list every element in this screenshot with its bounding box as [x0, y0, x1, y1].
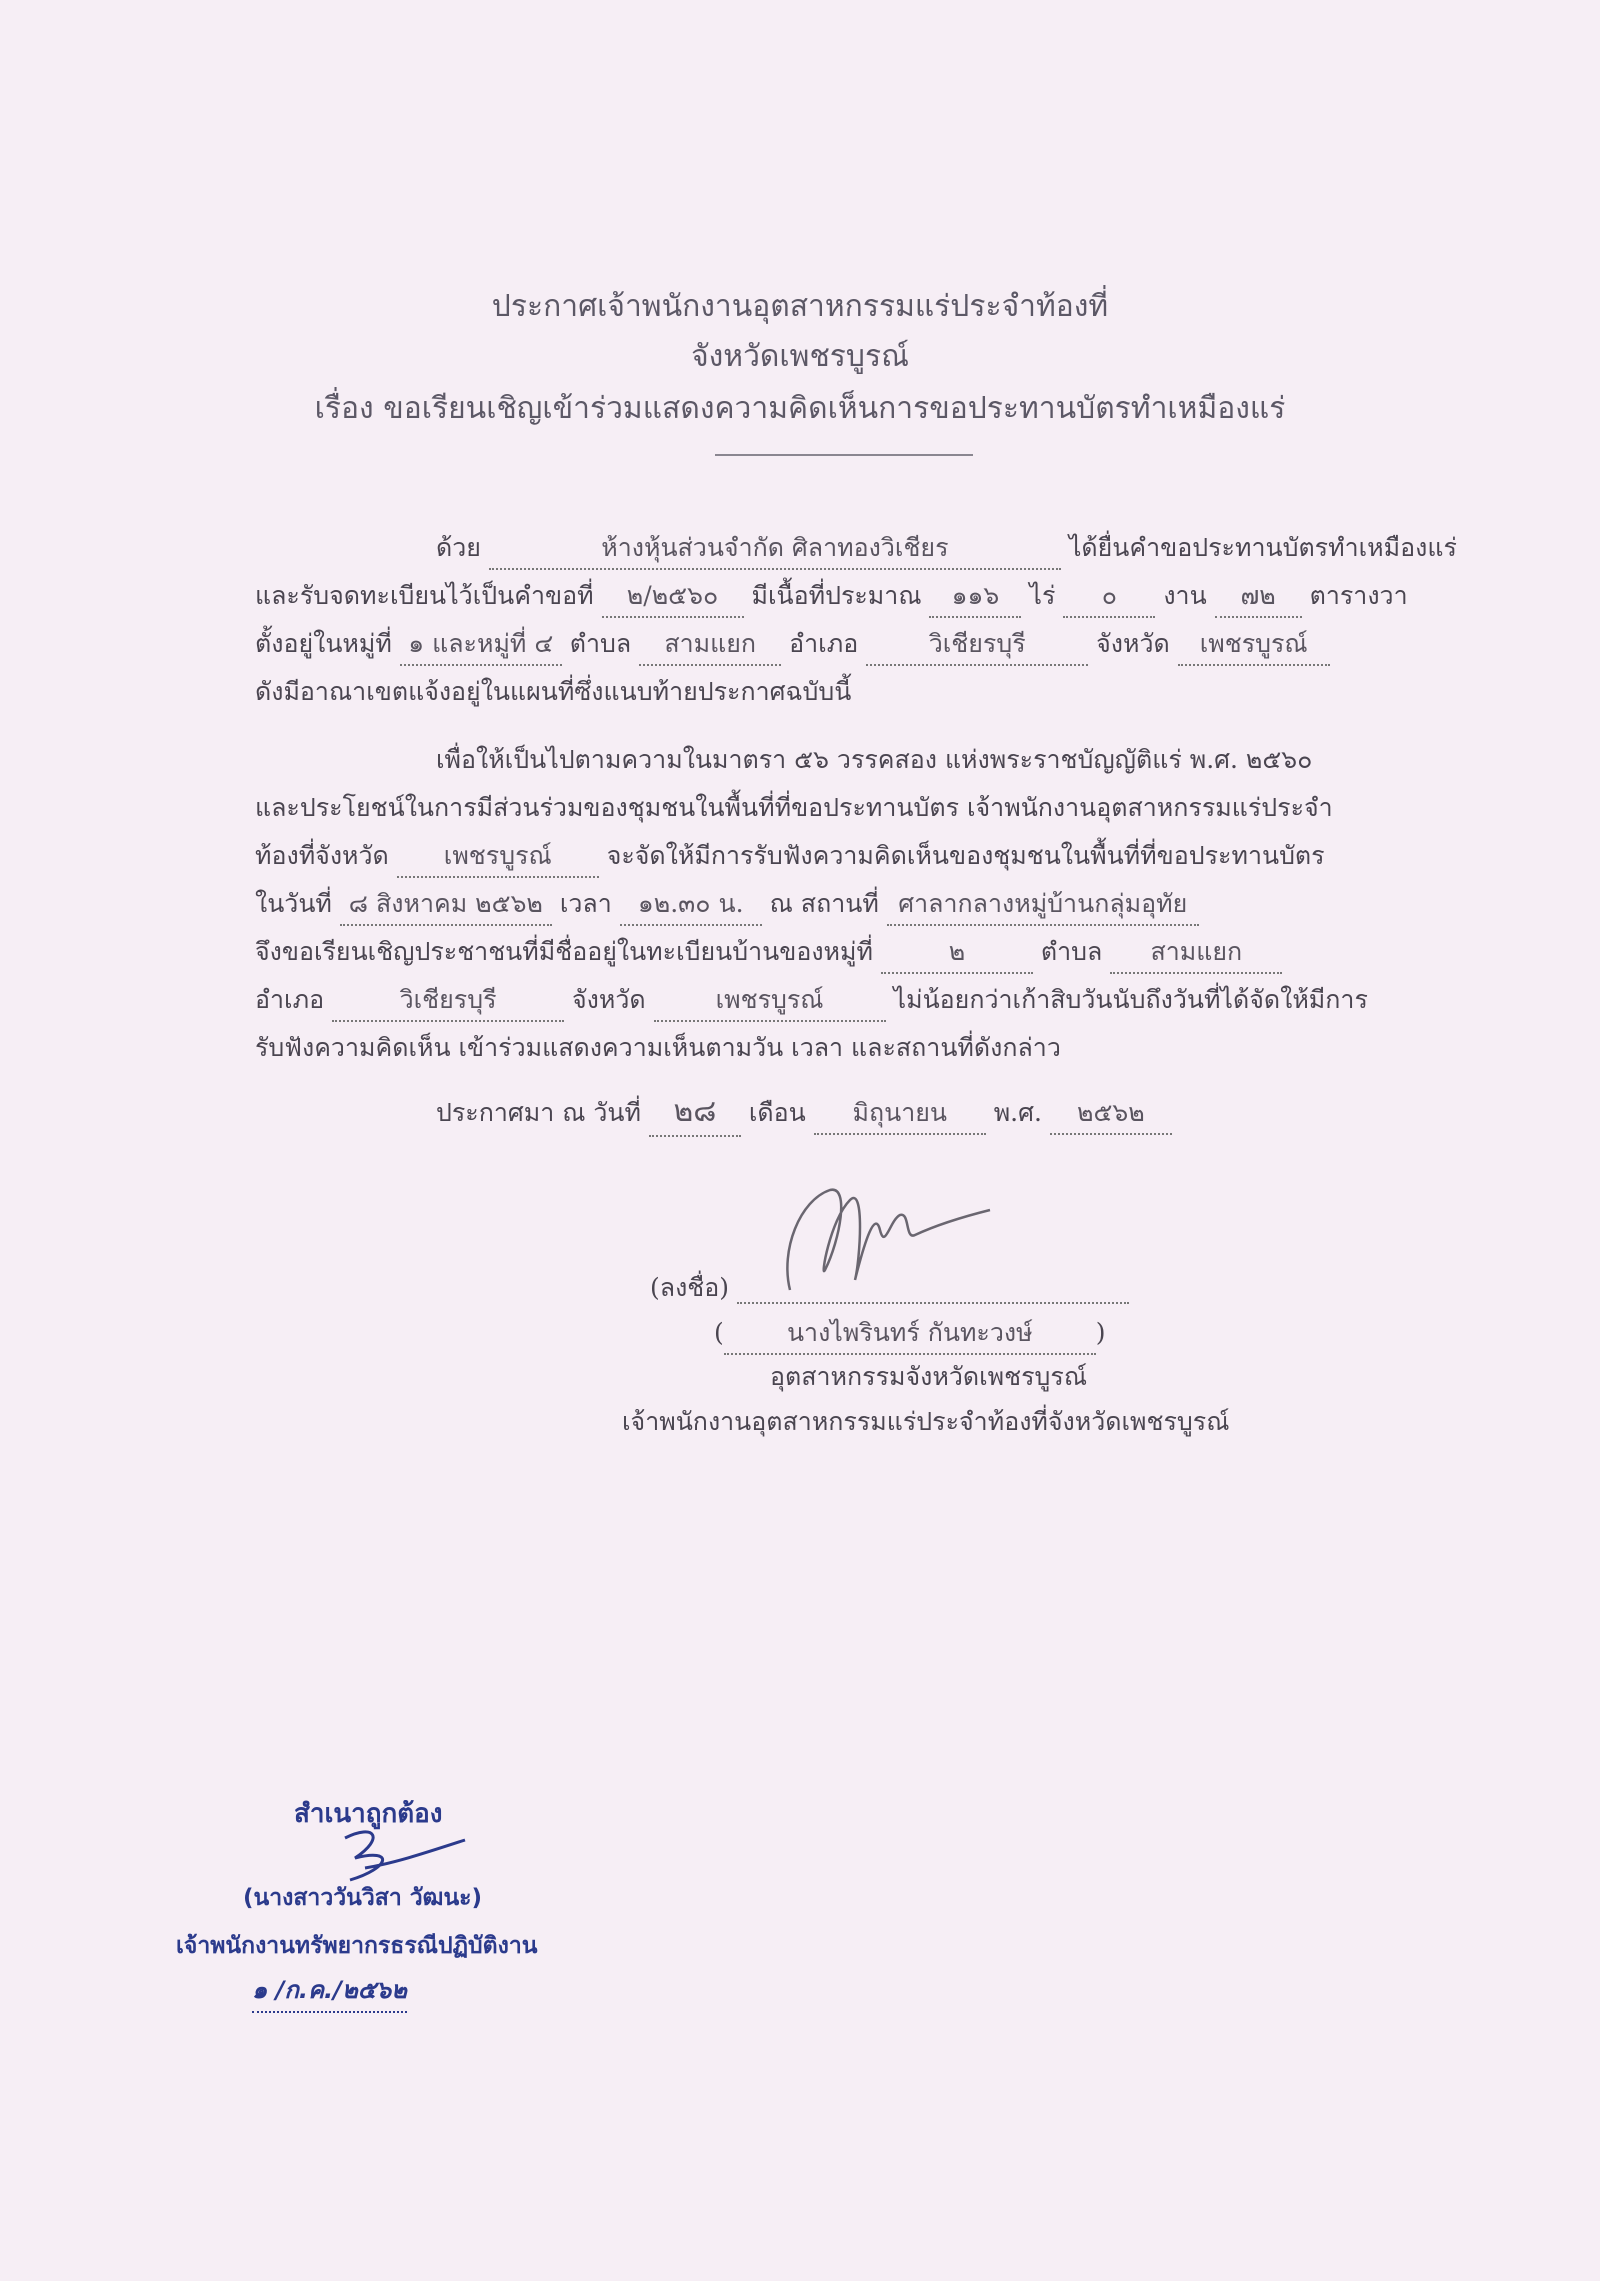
signer-name-line: ( นางไพรินทร์ กันทะวงษ์ ) — [714, 1313, 1106, 1355]
announce-day-field: ๒๘ — [649, 1088, 741, 1137]
hearing-date-field: ๘ สิงหาคม ๒๕๖๒ — [340, 884, 552, 926]
signer-title: อุตสาหกรรมจังหวัดเพชรบูรณ์ — [770, 1362, 1088, 1391]
hearing-province-field: เพชรบูรณ์ — [397, 836, 599, 878]
hearing-place-field: ศาลากลางหมู่บ้านกลุ่มอุทัย — [887, 884, 1199, 926]
invite-tambon-field: สามแยก — [1110, 932, 1282, 974]
moo-field: ๑ และหมู่ที่ ๔ — [400, 624, 562, 666]
signer-position: เจ้าพนักงานอุตสาหกรรมแร่ประจำท้องที่จังหวัดเพชรบูรณ์ — [622, 1407, 1230, 1436]
certified-copy-stamp: สำเนาถูกต้อง — [294, 1799, 443, 1829]
invite-province-field: เพชรบูรณ์ — [654, 980, 886, 1022]
invite-moo-field: ๒ — [881, 932, 1033, 974]
certifier-name: (นางสาววันวิสา วัฒนะ) — [243, 1885, 483, 1911]
para2-line3: ท้องที่จังหวัด เพชรบูรณ์ จะจัดให้มีการรับฟังความคิดเห็นของชุมชนในพื้นที่ที่ขอประทานบัตร — [255, 836, 1325, 878]
para1-line1: ด้วย ห้างหุ้นส่วนจำกัด ศิลาทองวิเชียร ได้ยื่นคำขอประทานบัตรทำเหมืองแร่ — [436, 528, 1457, 570]
para1-line3: ตั้งอยู่ในหมู่ที่ ๑ และหมู่ที่ ๔ ตำบล สามแยก อำเภอ วิเชียรบุรี จังหวัด เพชรบูรณ์ — [255, 624, 1330, 666]
para2-line7: รับฟังความคิดเห็น เข้าร่วมแสดงความเห็นตามวัน เวลา และสถานที่ดังกล่าว — [255, 1033, 1061, 1062]
wa-field: ๗๒ — [1215, 576, 1302, 618]
ngan-field: ๐ — [1063, 576, 1155, 618]
province-heading: จังหวัดเพชรบูรณ์ — [691, 339, 909, 374]
amphoe-field: วิเชียรบุรี — [866, 624, 1088, 666]
announcement-date-line: ประกาศมา ณ วันที่ ๒๘ เดือน มิถุนายน พ.ศ. ๒๕๖๒ — [436, 1088, 1172, 1137]
certifier-signature — [335, 1818, 475, 1888]
para2-line5: จึงขอเรียนเชิญประชาชนที่มีชื่ออยู่ในทะเบียนบ้านของหมู่ที่ ๒ ตำบล สามแยก — [255, 932, 1282, 974]
rai-field: ๑๑๖ — [929, 576, 1021, 618]
certifier-position: เจ้าพนักงานทรัพยากรธรณีปฏิบัติงาน — [176, 1933, 538, 1959]
header-divider — [715, 454, 973, 456]
subject-line: เรื่อง ขอเรียนเชิญเข้าร่วมแสดงความคิดเห็นการขอประทานบัตรทำเหมืองแร่ — [314, 391, 1286, 426]
tambon-field: สามแยก — [639, 624, 781, 666]
announce-month-field: มิถุนายน — [814, 1093, 986, 1135]
para2-line4: ในวันที่ ๘ สิงหาคม ๒๕๖๒ เวลา ๑๒.๓๐ น. ณ สถานที่ ศาลากลางหมู่บ้านกลุ่มอุทัย — [255, 884, 1199, 926]
certified-date: ๑ /ก.ค./๒๕๖๒ — [252, 1970, 407, 2013]
sign-line: (ลงชื่อ) — [650, 1268, 1129, 1308]
signer-name: นางไพรินทร์ กันทะวงษ์ — [724, 1313, 1096, 1355]
para1-line2: และรับจดทะเบียนไว้เป็นคำขอที่ ๒/๒๕๖๐ มีเนื้อที่ประมาณ ๑๑๖ ไร่ ๐ งาน ๗๒ ตารางวา — [255, 576, 1408, 618]
para1-line4: ดังมีอาณาเขตแจ้งอยู่ในแผนที่ซึ่งแนบท้ายประกาศฉบับนี้ — [255, 677, 852, 706]
province-field: เพชรบูรณ์ — [1178, 624, 1330, 666]
para2-line6: อำเภอ วิเชียรบุรี จังหวัด เพชรบูรณ์ ไม่น้อยกว่าเก้าสิบวันนับถึงวันที่ได้จัดให้มีการ — [255, 980, 1368, 1022]
invite-amphoe-field: วิเชียรบุรี — [332, 980, 564, 1022]
applicant-field: ห้างหุ้นส่วนจำกัด ศิลาทองวิเชียร — [489, 528, 1061, 570]
para2-line2: และประโยชน์ในการมีส่วนร่วมของชุมชนในพื้นที่ที่ขอประทานบัตร เจ้าพนักงานอุตสาหกรรมแร่ประจำ — [255, 793, 1333, 822]
para2-line1: เพื่อให้เป็นไปตามความในมาตรา ๕๖ วรรคสอง แห่งพระราชบัญญัติแร่ พ.ศ. ๒๕๖๐ — [436, 745, 1313, 774]
hearing-time-field: ๑๒.๓๐ น. — [620, 884, 762, 926]
announce-year-field: ๒๕๖๒ — [1050, 1093, 1172, 1135]
request-number-field: ๒/๒๕๖๐ — [602, 576, 744, 618]
announcement-title: ประกาศเจ้าพนักงานอุตสาหกรรมแร่ประจำท้องที่ — [491, 289, 1109, 324]
